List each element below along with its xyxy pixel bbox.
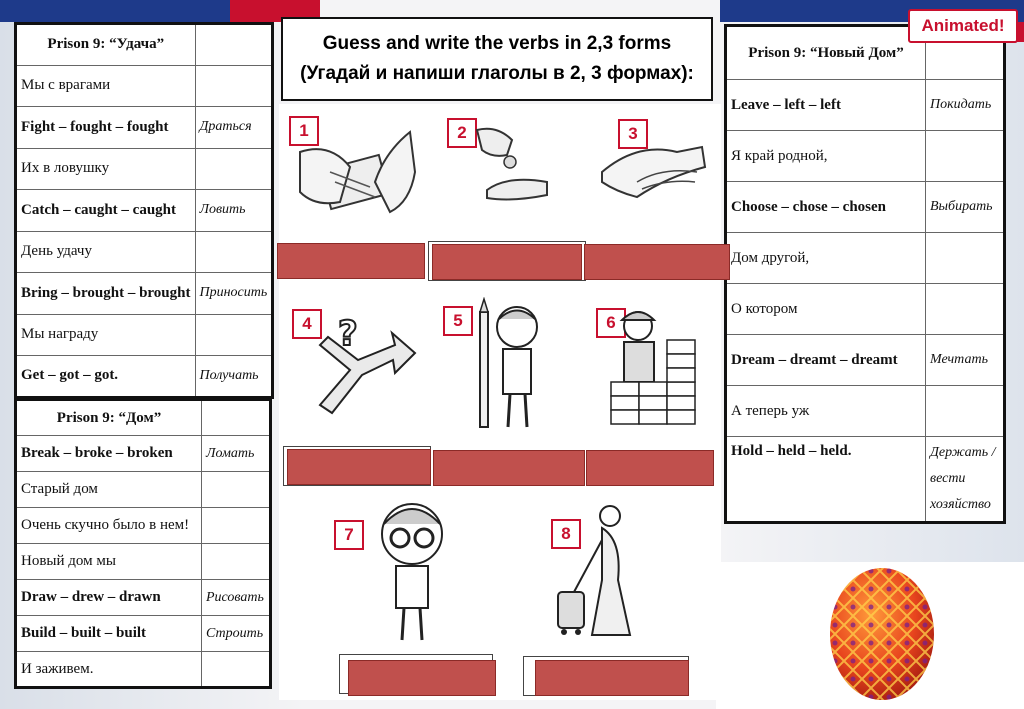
- table-cell: [926, 131, 1005, 182]
- picture-number: 1: [289, 116, 319, 146]
- table-cell: [202, 544, 271, 580]
- table-cell: Держать / вести хозяйство: [926, 437, 1005, 523]
- table-cell: [926, 386, 1005, 437]
- table-cell: Build – built – built: [16, 616, 202, 652]
- table-cell: Fight – fought – fought: [16, 107, 196, 149]
- woman-with-suitcase-icon: [552, 500, 644, 644]
- table-cell: Мы награду: [16, 314, 196, 356]
- table-cell: Catch – caught – caught: [16, 190, 196, 232]
- builder-bricks-icon: [606, 296, 702, 430]
- title-line-russian: (Угадай и напиши глаголы в 2, 3 формах):: [300, 63, 694, 84]
- answer-box-7[interactable]: [348, 660, 496, 696]
- answer-box-8[interactable]: [535, 660, 689, 696]
- table-cell: [926, 284, 1005, 335]
- table-cell: Дом другой,: [726, 233, 926, 284]
- title-line-english: Guess and write the verbs in 2,3 forms: [322, 33, 672, 54]
- table-cell: Draw – drew – drawn: [16, 580, 202, 616]
- answer-box-5[interactable]: [433, 450, 585, 486]
- table-cell: Рисовать: [202, 580, 271, 616]
- table-cell: [195, 148, 273, 190]
- picture-number: 7: [334, 520, 364, 550]
- verb-table-luck: [14, 22, 274, 399]
- table-cell: Их в ловушку: [16, 148, 196, 190]
- picture-number: 8: [551, 519, 581, 549]
- table-cell: Строить: [202, 616, 271, 652]
- table-cell: Bring – brought – brought: [16, 273, 196, 315]
- table-cell: Покидать: [926, 80, 1005, 131]
- table-cell: Ловить: [195, 190, 273, 232]
- answer-box-3[interactable]: [584, 244, 730, 280]
- table-cell: Старый дом: [16, 472, 202, 508]
- answer-box-2[interactable]: [432, 244, 582, 280]
- hand-catching-icon: [597, 127, 709, 217]
- table-cell: Leave – left – left: [726, 80, 926, 131]
- picture-number: 2: [447, 118, 477, 148]
- table-cell: Break – broke – broken: [16, 436, 202, 472]
- answer-box-1[interactable]: [277, 243, 425, 279]
- table-cell: [195, 314, 273, 356]
- table-cell: [195, 231, 273, 273]
- table-cell: День удачу: [16, 231, 196, 273]
- crossroads-arrow-icon: [300, 305, 418, 423]
- table-cell: Очень скучно было в нем!: [16, 508, 202, 544]
- verb-table-new-home: [724, 24, 1006, 524]
- picture-number: 5: [443, 306, 473, 336]
- table-cell: [926, 233, 1005, 284]
- verb-table-home: [14, 398, 272, 689]
- answer-box-6[interactable]: [586, 450, 714, 486]
- hand-giving-coin-icon: [452, 120, 556, 202]
- animated-badge[interactable]: Animated!: [908, 9, 1018, 43]
- table-cell: Ломать: [202, 436, 271, 472]
- table-cell: Новый дом мы: [16, 544, 202, 580]
- hands-breaking-icon: [290, 112, 420, 237]
- table-cell: Choose – chose – chosen: [726, 182, 926, 233]
- picture-number: 3: [618, 119, 648, 149]
- table-cell: Приносить: [195, 273, 273, 315]
- table-header: Prison 9: “Удача”: [16, 24, 196, 66]
- table-cell: Выбирать: [926, 182, 1005, 233]
- table-cell: [195, 65, 273, 107]
- easter-egg-icon[interactable]: [826, 562, 938, 702]
- exercise-title: [281, 17, 713, 101]
- table-header: Prison 9: “Новый Дом”: [726, 26, 926, 80]
- answer-box-4[interactable]: [287, 449, 431, 485]
- table-cell: А теперь уж: [726, 386, 926, 437]
- table-cell: И заживем.: [16, 652, 202, 688]
- table-cell: Я край родной,: [726, 131, 926, 182]
- flag-decoration: [0, 0, 230, 22]
- svg-text:?: ?: [338, 314, 358, 354]
- table-cell: Get – got – got.: [16, 356, 196, 398]
- boy-with-pencil-icon: [475, 297, 547, 437]
- picture-number: 6: [596, 308, 626, 338]
- table-cell: [202, 472, 271, 508]
- table-cell: Мы с врагами: [16, 65, 196, 107]
- picture-number: 4: [292, 309, 322, 339]
- table-cell: [202, 508, 271, 544]
- table-cell: Драться: [195, 107, 273, 149]
- table-cell: О котором: [726, 284, 926, 335]
- table-cell: Мечтать: [926, 335, 1005, 386]
- table-cell: Hold – held – held.: [726, 437, 926, 523]
- boy-with-magnifier-icon: [372, 494, 452, 644]
- table-cell: [202, 652, 271, 688]
- table-cell: Получать: [195, 356, 273, 398]
- table-cell: Dream – dreamt – dreamt: [726, 335, 926, 386]
- table-header: Prison 9: “Дом”: [16, 400, 202, 436]
